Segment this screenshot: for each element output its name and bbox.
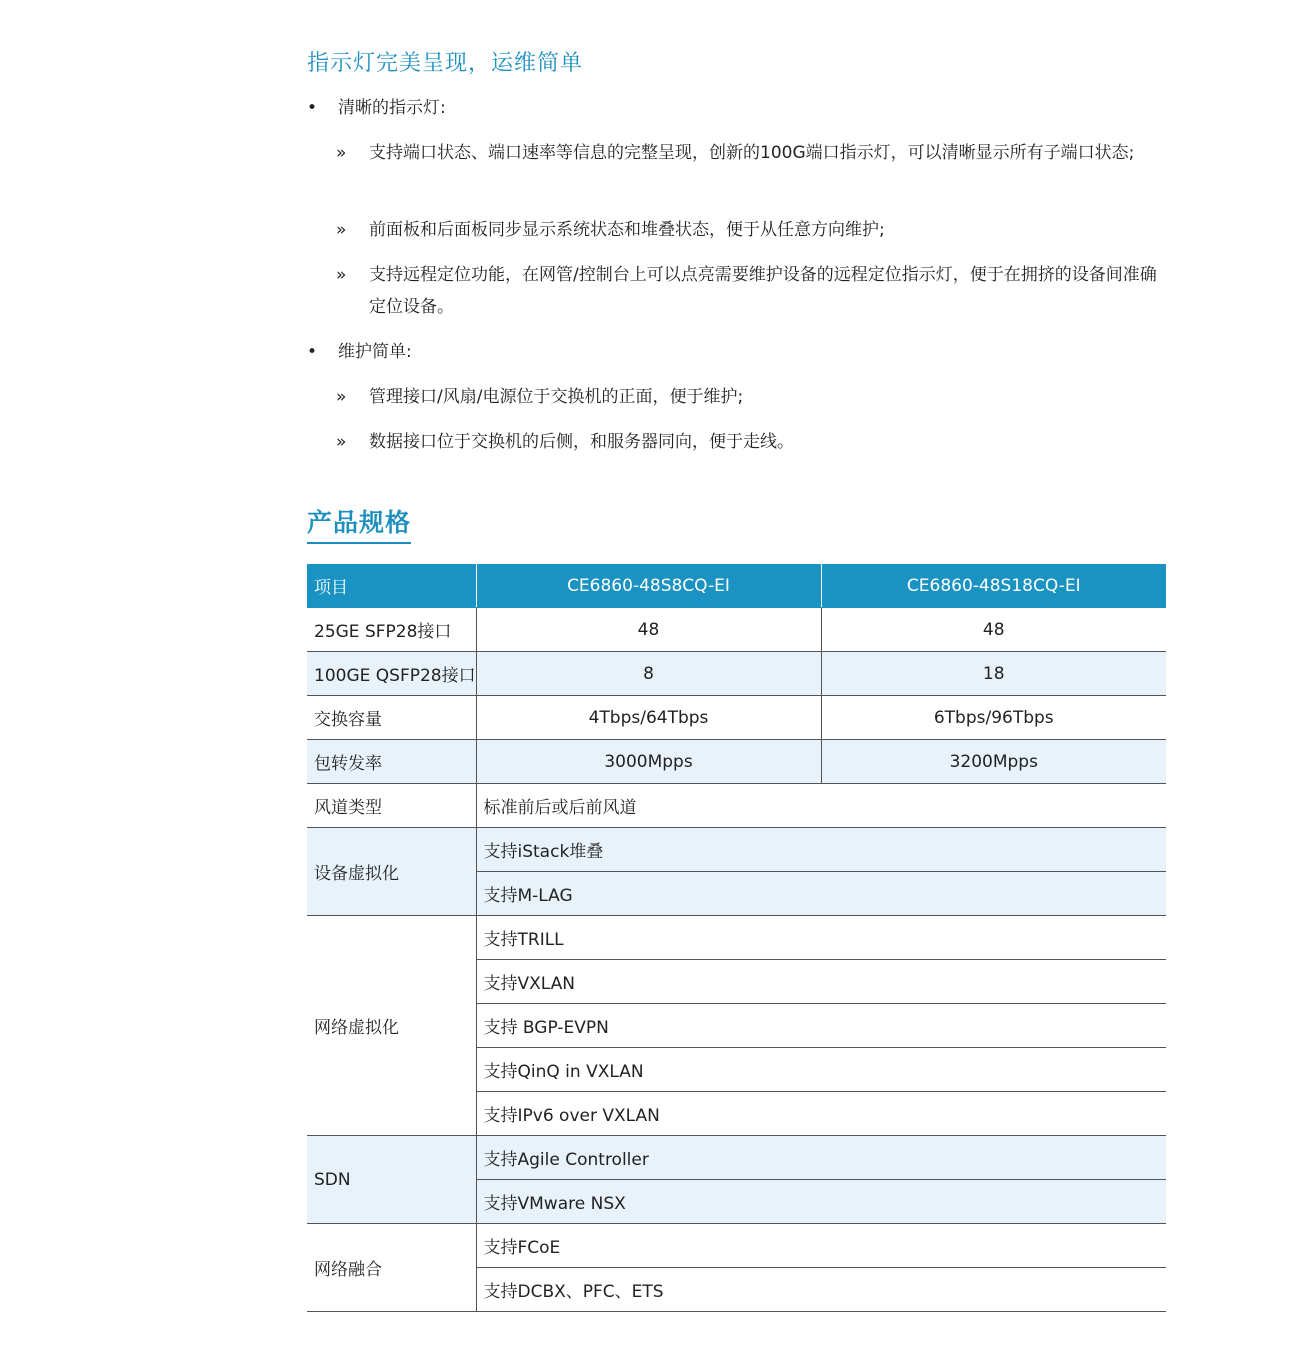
row-value: 8 [476, 652, 821, 696]
table-row [307, 696, 1166, 740]
row-label: 100GE QSFP28接口 [307, 652, 476, 696]
sub-bullet-text: 前面板和后面板同步显示系统状态和堆叠状态，便于从任意方向维护; [369, 220, 885, 240]
row-label: 风道类型 [307, 784, 476, 828]
table-header-row [307, 564, 1166, 608]
spec-title: 产品规格 [307, 503, 411, 544]
row-value: 4Tbps/64Tbps [476, 696, 821, 740]
sub-bullet-icon: » [336, 220, 347, 240]
sub-bullet-text: 管理接口/风扇/电源位于交换机的正面，便于维护; [369, 387, 744, 407]
row-value: 支持IPv6 over VXLAN [476, 1092, 1166, 1136]
group-label: 网络融合 [307, 1224, 476, 1312]
sub-bullet-icon: » [336, 143, 347, 163]
row-label: 交换容量 [307, 696, 476, 740]
sub-bullet-text: 支持远程定位功能，在网管/控制台上可以点亮需要维护设备的远程定位指示灯，便于在拥挤的设备间准确定位设备。 [369, 265, 1157, 317]
row-value: 6Tbps/96Tbps [821, 696, 1166, 740]
row-label: 25GE SFP28接口 [307, 608, 476, 652]
row-value: 支持QinQ in VXLAN [476, 1048, 1166, 1092]
sub-bullet-icon: » [336, 265, 347, 285]
sub-bullet-item [336, 381, 1168, 413]
row-value: 支持FCoE [476, 1224, 1166, 1268]
section-title: 指示灯完美呈现，运维简单 [307, 51, 584, 76]
row-value: 18 [821, 652, 1166, 696]
sub-bullet-icon: » [336, 387, 347, 407]
group-label: 网络虚拟化 [307, 916, 476, 1136]
table-row [307, 828, 1166, 872]
table-row [307, 1224, 1166, 1268]
sub-bullet-item [336, 259, 1168, 323]
sub-bullet-text: 支持端口状态、端口速率等信息的完整呈现，创新的100G端口指示灯，可以清晰显示所有子端口状态; [369, 143, 1135, 163]
row-label: 包转发率 [307, 740, 476, 784]
row-value: 3000Mpps [476, 740, 821, 784]
sub-bullet-icon: » [336, 432, 347, 452]
header-cell-model-2: CE6860-48S18CQ-EI [821, 564, 1166, 608]
table-row [307, 1136, 1166, 1180]
header-cell-model-1: CE6860-48S8CQ-EI [476, 564, 821, 608]
spec-table [307, 564, 1166, 1312]
bullet-icon: • [307, 342, 318, 362]
row-value: 支持DCBX、PFC、ETS [476, 1268, 1166, 1312]
row-value: 3200Mpps [821, 740, 1166, 784]
sub-bullet-item [336, 137, 1168, 169]
header-cell-item: 项目 [307, 564, 476, 608]
row-value: 支持TRILL [476, 916, 1166, 960]
group-label: SDN [307, 1136, 476, 1224]
row-value: 支持iStack堆叠 [476, 828, 1166, 872]
row-value: 48 [821, 608, 1166, 652]
table-row [307, 652, 1166, 696]
row-value: 支持M-LAG [476, 872, 1166, 916]
sub-bullet-item [336, 426, 1168, 458]
row-value: 支持 BGP-EVPN [476, 1004, 1166, 1048]
bullet-label: 维护简单: [338, 342, 412, 362]
row-value: 支持VMware NSX [476, 1180, 1166, 1224]
table-row [307, 740, 1166, 784]
row-value: 支持VXLAN [476, 960, 1166, 1004]
bullet-icon: • [307, 98, 318, 118]
bullet-label: 清晰的指示灯: [338, 98, 446, 118]
table-row [307, 916, 1166, 960]
row-value: 支持Agile Controller [476, 1136, 1166, 1180]
group-label: 设备虚拟化 [307, 828, 476, 916]
sub-bullet-text: 数据接口位于交换机的后侧，和服务器同向，便于走线。 [369, 432, 794, 452]
row-value: 标准前后或后前风道 [476, 784, 1166, 828]
sub-bullet-item [336, 214, 1168, 246]
table-row [307, 784, 1166, 828]
table-row [307, 608, 1166, 652]
row-value: 48 [476, 608, 821, 652]
